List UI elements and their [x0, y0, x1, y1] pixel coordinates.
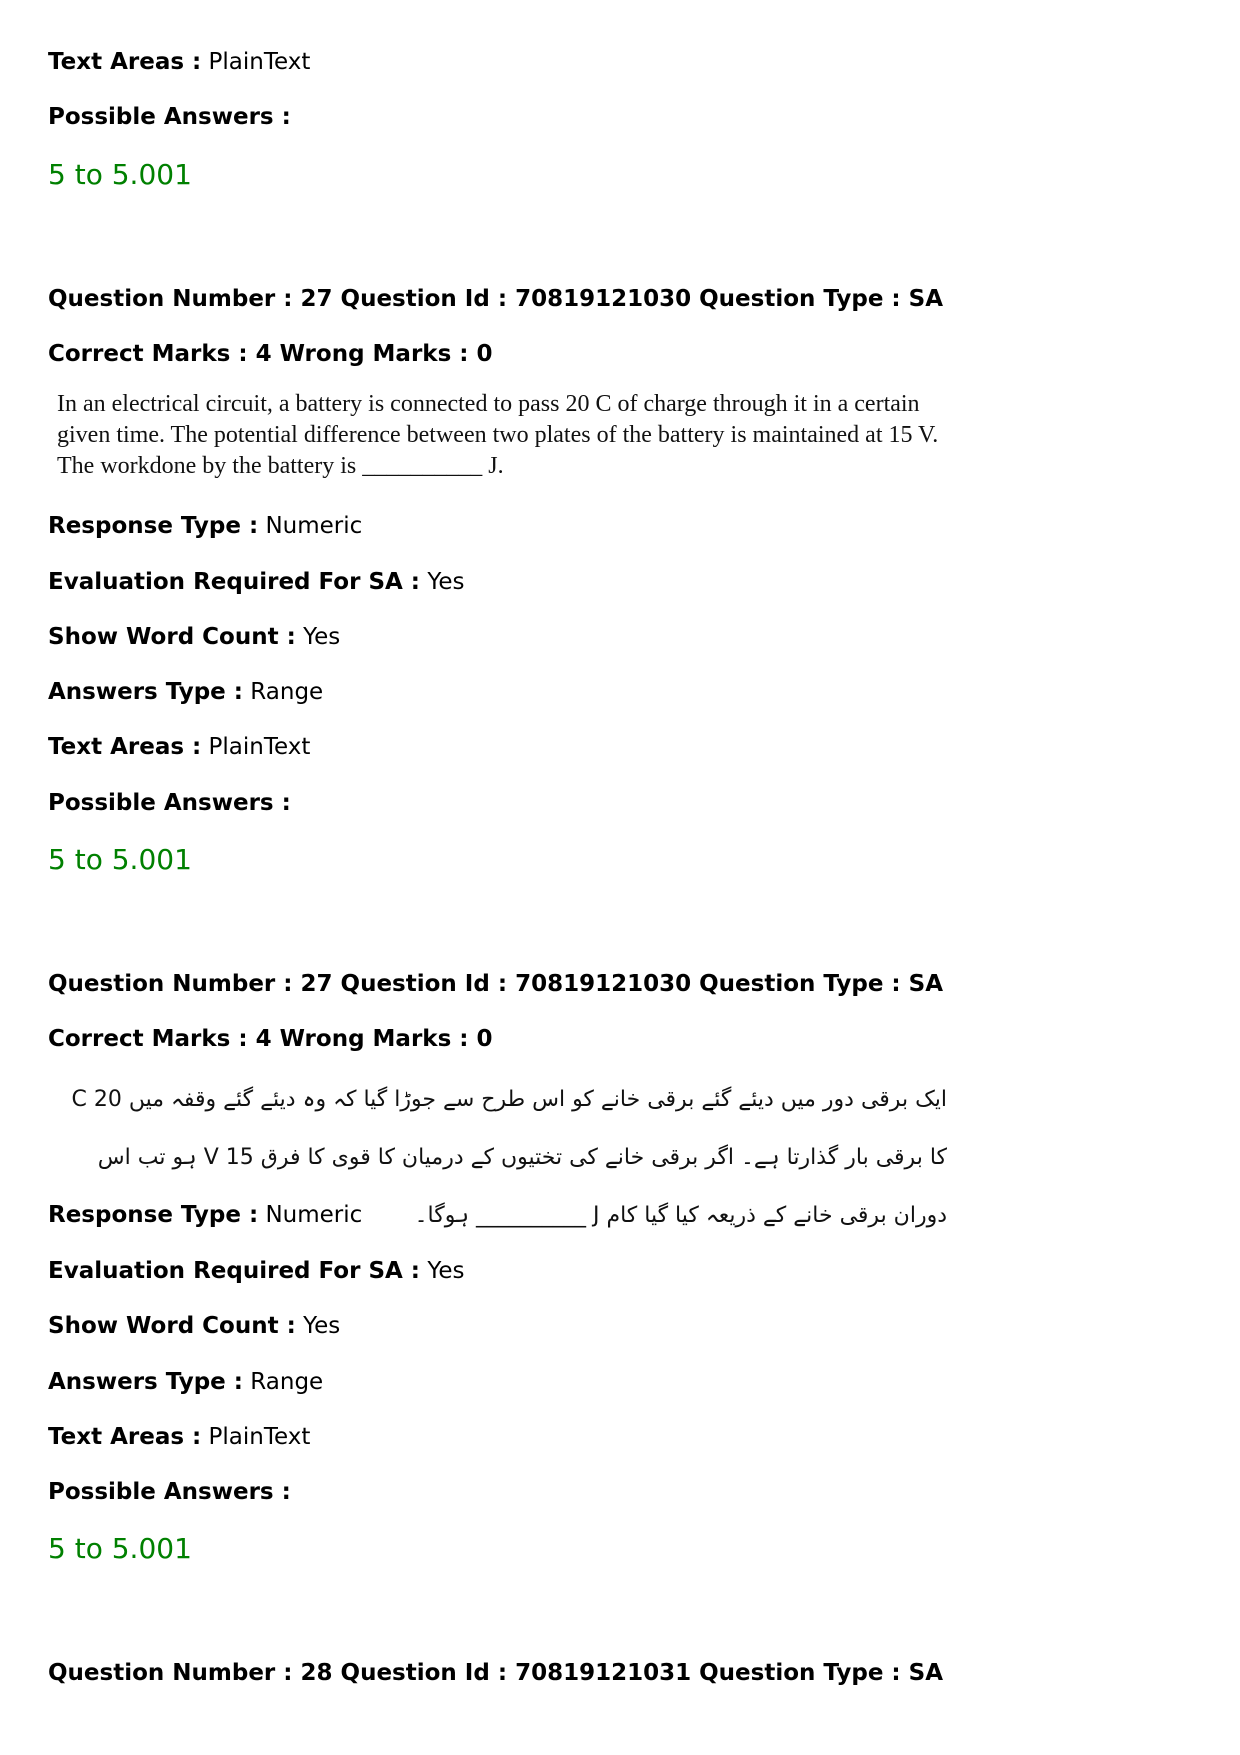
question-type-label: Question Type :: [699, 971, 901, 997]
possible-answer-value: 5 to 5.001: [48, 158, 192, 191]
text-areas-label: Text Areas :: [48, 734, 202, 760]
question-type-label: Question Type :: [699, 1660, 901, 1686]
question-number: 28: [300, 1660, 333, 1686]
text-areas-row: [48, 1422, 310, 1452]
question-header: [48, 1658, 943, 1688]
show-word-count-row: [48, 622, 340, 652]
correct-marks-label: Correct Marks :: [48, 341, 248, 367]
text-areas-row: [48, 47, 310, 77]
question-type-label: Question Type :: [699, 286, 901, 312]
answers-type-value: Range: [250, 1369, 324, 1395]
answers-type-value: Range: [250, 679, 324, 705]
marks-row: [48, 339, 493, 369]
evaluation-required-row: [48, 567, 464, 597]
text-areas-row: [48, 732, 310, 762]
show-word-count-value: Yes: [303, 1313, 341, 1339]
question-id-label: Question Id :: [340, 1660, 508, 1686]
correct-marks-label: Correct Marks :: [48, 1026, 248, 1052]
possible-answers-label: Possible Answers :: [48, 790, 291, 816]
question-id-label: Question Id :: [340, 971, 508, 997]
answers-type-label: Answers Type :: [48, 1369, 243, 1395]
question-number-label: Question Number :: [48, 1660, 293, 1686]
answers-type-row: [48, 1367, 323, 1397]
question-number-label: Question Number :: [48, 971, 293, 997]
correct-marks: 4: [255, 1026, 272, 1052]
wrong-marks-label: Wrong Marks :: [279, 1026, 469, 1052]
possible-answers-row: [48, 102, 291, 132]
answers-type-label: Answers Type :: [48, 679, 243, 705]
response-type-label: Response Type :: [48, 1202, 259, 1228]
question-id: 70819121030: [515, 971, 692, 997]
text-areas-label: Text Areas :: [48, 49, 202, 75]
evaluation-required-row: [48, 1256, 464, 1286]
question-header: [48, 284, 943, 314]
response-type-label: Response Type :: [48, 513, 259, 539]
question-text-urdu: ایک برقی دور میں دیئے گئے برقی خانے کو اس طرح سے جوڑا گیا کہ وہ دیئے گئے وقفہ میں 20 C کا برقی بار گذارتا ہے۔ اگر برقی خانے کی تختیوں کے درمیان کا قوی کا فرق 15 V ہو تب اس دوران برقی خانے کے ذریعہ کیا گیا کام J __________ ہوگا۔: [71, 1087, 947, 1228]
question-number-label: Question Number :: [48, 286, 293, 312]
wrong-marks: 0: [476, 1026, 493, 1052]
question-header: [48, 969, 943, 999]
text-areas-value: PlainText: [208, 1424, 311, 1450]
text-areas-value: PlainText: [208, 734, 311, 760]
answers-type-row: [48, 677, 323, 707]
question-type: SA: [908, 286, 944, 312]
question-id: 70819121030: [515, 286, 692, 312]
possible-answer-value: 5 to 5.001: [48, 843, 192, 876]
evaluation-required-value: Yes: [427, 1258, 465, 1284]
question-id: 70819121031: [515, 1660, 692, 1686]
correct-marks: 4: [255, 341, 272, 367]
question-text: In an electrical circuit, a battery is connected to pass 20 C of charge through it in a certain given time. The potential difference between two plates of the battery is maintained at 15 V. The workdone by the battery is __________ J.: [57, 391, 939, 479]
show-word-count-label: Show Word Count :: [48, 624, 296, 650]
possible-answers-label: Possible Answers :: [48, 1479, 291, 1505]
marks-row: [48, 1024, 493, 1054]
evaluation-required-label: Evaluation Required For SA :: [48, 1258, 421, 1284]
response-type-value: Numeric: [265, 1202, 363, 1228]
evaluation-required-value: Yes: [427, 569, 465, 595]
evaluation-required-label: Evaluation Required For SA :: [48, 569, 421, 595]
question-type: SA: [908, 971, 944, 997]
question-number: 27: [300, 286, 333, 312]
text-areas-value: PlainText: [208, 49, 311, 75]
wrong-marks-label: Wrong Marks :: [279, 341, 469, 367]
question-type: SA: [908, 1660, 944, 1686]
show-word-count-label: Show Word Count :: [48, 1313, 296, 1339]
show-word-count-value: Yes: [303, 624, 341, 650]
question-number: 27: [300, 971, 333, 997]
wrong-marks: 0: [476, 341, 493, 367]
possible-answers-row: [48, 788, 291, 818]
response-type-row: [48, 511, 362, 541]
response-type-row: [48, 1200, 362, 1230]
possible-answers-row: [48, 1477, 291, 1507]
show-word-count-row: [48, 1311, 340, 1341]
response-type-value: Numeric: [265, 513, 363, 539]
text-areas-label: Text Areas :: [48, 1424, 202, 1450]
possible-answers-label: Possible Answers :: [48, 104, 291, 130]
question-id-label: Question Id :: [340, 286, 508, 312]
possible-answer-value: 5 to 5.001: [48, 1532, 192, 1565]
